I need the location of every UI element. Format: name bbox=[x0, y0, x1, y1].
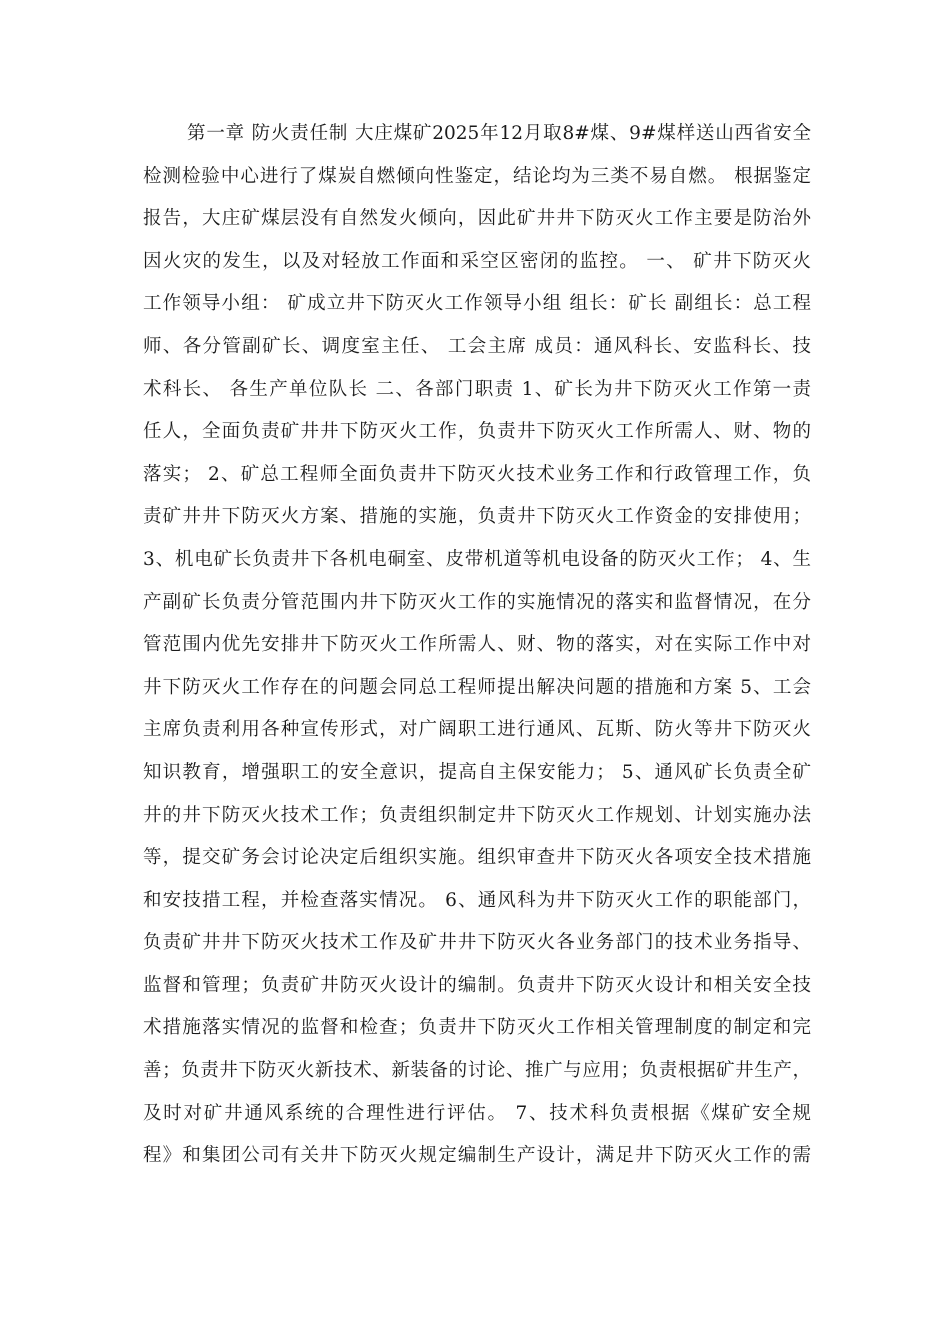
text-line: 工作领导小组： 矿成立井下防灭火工作领导小组 组长：矿长 副组长：总工程 bbox=[143, 293, 811, 315]
text-line: 因火灾的发生，以及对轻放工作面和采空区密闭的监控。 一、 矿井下防灭火 bbox=[143, 250, 811, 272]
text-line: 等，提交矿务会讨论决定后组织实施。组织审查井下防灭火各项安全技术措施 bbox=[143, 847, 811, 869]
text-line: 和安技措工程，并检查落实情况。 6、通风科为井下防灭火工作的职能部门， bbox=[143, 889, 811, 911]
text-line: 任人，全面负责矿井井下防灭火工作，负责井下防灭火工作所需人、财、物的 bbox=[143, 421, 811, 443]
text-line: 及时对矿井通风系统的合理性进行评估。 7、技术科负责根据《煤矿安全规 bbox=[143, 1102, 811, 1124]
body-text bbox=[143, 113, 811, 1178]
text-line: 第一章 防火责任制 大庄煤矿2025年12月取8#煤、9#煤样送山西省安全 bbox=[187, 123, 811, 144]
text-line: 术措施落实情况的监督和检查；负责井下防灭火工作相关管理制度的制定和完 bbox=[143, 1017, 811, 1039]
text-line: 主席负责利用各种宣传形式，对广阔职工进行通风、瓦斯、防火等井下防灭火 bbox=[143, 719, 811, 741]
text-line: 程》和集团公司有关井下防灭火规定编制生产设计，满足井下防灭火工作的需 bbox=[143, 1145, 811, 1167]
text-line: 监督和管理；负责矿井防灭火设计的编制。负责井下防灭火设计和相关安全技 bbox=[143, 974, 811, 996]
text-line: 师、各分管副矿长、调度室主任、 工会主席 成员：通风科长、安监科长、技 bbox=[143, 335, 811, 357]
text-line: 产副矿长负责分管范围内井下防灭火工作的实施情况的落实和监督情况，在分 bbox=[143, 591, 811, 613]
text-line: 善；负责井下防灭火新技术、新装备的讨论、推广与应用；负责根据矿井生产， bbox=[143, 1060, 811, 1082]
text-line: 井的井下防灭火技术工作；负责组织制定井下防灭火工作规划、计划实施办法 bbox=[143, 804, 811, 826]
text-line: 落实； 2、矿总工程师全面负责井下防灭火技术业务工作和行政管理工作，负 bbox=[143, 463, 811, 485]
text-line: 井下防灭火工作存在的问题会同总工程师提出解决问题的措施和方案 5、工会 bbox=[143, 676, 811, 698]
text-line: 3、机电矿长负责井下各机电硐室、皮带机道等机电设备的防灭火工作； 4、生 bbox=[143, 548, 811, 570]
text-line: 知识教育，增强职工的安全意识，提高自主保安能力； 5、通风矿长负责全矿 bbox=[143, 761, 811, 783]
text-line: 管范围内优先安排井下防灭火工作所需人、财、物的落实，对在实际工作中对 bbox=[143, 634, 811, 656]
text-line: 责矿井井下防灭火方案、措施的实施，负责井下防灭火工作资金的安排使用； bbox=[143, 506, 811, 528]
text-line: 负责矿井井下防灭火技术工作及矿井井下防灭火各业务部门的技术业务指导、 bbox=[143, 932, 811, 954]
text-line: 术科长、 各生产单位队长 二、各部门职责 1、矿长为井下防灭火工作第一责 bbox=[143, 378, 811, 400]
text-line: 报告，大庄矿煤层没有自然发火倾向，因此矿井井下防灭火工作主要是防治外 bbox=[143, 208, 811, 230]
text-line: 检测检验中心进行了煤炭自燃倾向性鉴定，结论均为三类不易自燃。 根据鉴定 bbox=[143, 165, 811, 187]
